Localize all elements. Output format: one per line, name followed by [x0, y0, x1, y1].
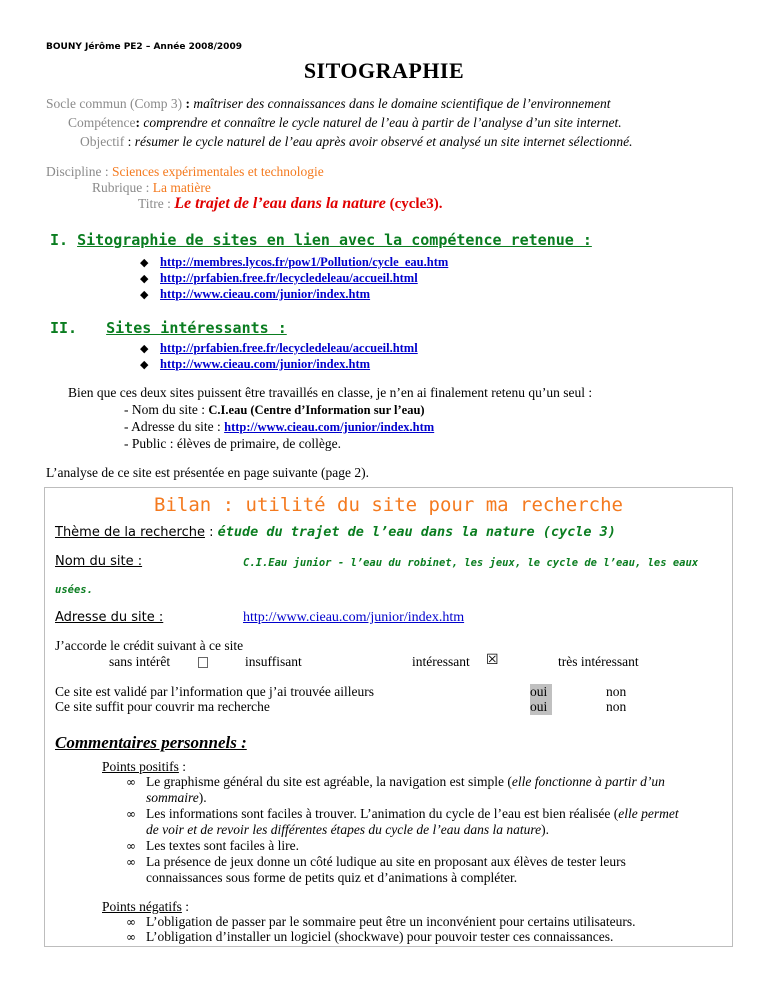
diamond-bullet-icon: ◆	[140, 289, 149, 301]
rating-tres-interessant: très intéressant	[558, 654, 639, 669]
validated-question: Ce site est validé par l’information que j’ai trouvée ailleurs	[55, 684, 375, 699]
author-header: BOUNY Jérôme PE2 – Année 2008/2009	[46, 42, 242, 52]
discipline-sep: :	[101, 164, 113, 179]
objectif-line	[80, 134, 632, 150]
rubrique-sep: :	[142, 180, 153, 195]
negatif-item: ∞ L’obligation d’installer un logiciel (shockwave) pour pouvoir tester ces connaissances.	[126, 929, 614, 944]
positif-item-cont: connaissances sous forme de petits quiz et d’animations à compléter.	[146, 870, 518, 885]
section1-link-item	[140, 255, 448, 270]
positifs-sep: :	[178, 759, 187, 774]
socle-label: Socle commun (Comp 3)	[46, 96, 183, 111]
section1-title: Sitographie de sites en lien avec la compétence retenue :	[77, 231, 592, 249]
rubrique-label: Rubrique	[92, 180, 143, 195]
infinity-bullet-icon: ∞	[126, 855, 136, 869]
objectif-text: résumer le cycle naturel de l’eau après avoir observé et analysé un site internet sélectionné.	[134, 134, 633, 149]
section2-heading	[50, 319, 287, 337]
theme-value: étude du trajet de l’eau dans la nature (cycle 3)	[217, 524, 616, 540]
detail-adresse-prefix: - Adresse du site :	[124, 419, 225, 434]
positif-item-cont: de voir et de revoir les différentes étapes du cycle de l’eau dans la nature).	[146, 822, 550, 837]
rating-interessant: intéressant	[412, 654, 470, 669]
objectif-sep: :	[124, 134, 135, 149]
section2-link-item	[140, 357, 370, 372]
analysis-note: L’analyse de ce site est présentée en page suivante (page 2).	[46, 465, 369, 480]
objectif-label: Objectif	[80, 134, 125, 149]
bilan-title: Bilan : utilité du site pour ma recherche	[154, 494, 623, 516]
detail-adresse	[124, 419, 434, 435]
competence-sep: :	[135, 115, 144, 130]
positif-item-cont: sommaire).	[146, 790, 207, 805]
negatifs-label: Points négatifs	[102, 899, 182, 914]
socle-sep: :	[182, 96, 194, 111]
commentaires-heading: Commentaires personnels :	[55, 733, 247, 752]
nom-site-value-cont: usées.	[55, 584, 93, 596]
theme-sep: :	[204, 525, 218, 540]
credit-intro: J’accorde le crédit suivant à ce site	[55, 638, 244, 653]
competence-line	[68, 115, 622, 131]
socle-text: maîtriser des connaissances dans le domaine scientifique de l’environnement	[193, 96, 611, 111]
validated-oui[interactable]: oui	[530, 684, 552, 700]
section2-title: Sites intéressants :	[106, 319, 287, 337]
section2-link[interactable]: http://prfabien.free.fr/lecycledeleau/accueil.html	[160, 341, 418, 355]
infinity-bullet-icon: ∞	[126, 807, 136, 821]
section1-heading	[50, 231, 592, 249]
theme-label: Thème de la recherche	[55, 525, 205, 540]
titre-suffix: (cycle3).	[385, 196, 443, 212]
diamond-bullet-icon: ◆	[140, 359, 149, 371]
positifs-label-line	[102, 759, 186, 775]
infinity-bullet-icon: ∞	[126, 930, 136, 944]
titre-value: Le trajet de l’eau dans la nature	[174, 195, 386, 212]
discipline-line	[46, 164, 324, 180]
section2-link-item	[140, 341, 418, 356]
rating-sans-interet: sans intérêt	[109, 654, 171, 669]
positif-item: ∞ Le graphisme général du site est agréable, la navigation est simple (elle fonctionne à partir d’un	[126, 774, 665, 789]
section2-link[interactable]: http://www.cieau.com/junior/index.htm	[160, 357, 371, 371]
rating-interessant-checkbox[interactable]: ☒	[486, 652, 499, 668]
section1-link[interactable]: http://membres.lycos.fr/pow1/Pollution/cycle_eau.htm	[160, 255, 449, 269]
discipline-label: Discipline	[46, 164, 102, 179]
section1-number: I.	[50, 231, 69, 249]
rubrique-line	[92, 180, 211, 196]
infinity-bullet-icon: ∞	[126, 915, 136, 929]
page-title: SITOGRAPHIE	[303, 58, 465, 83]
suffit-question: Ce site suffit pour couvrir ma recherche	[55, 699, 270, 714]
positif-item: ∞ La présence de jeux donne un côté ludique au site en proposant aux élèves de tester leurs	[126, 854, 626, 869]
adresse-site-label: Adresse du site :	[55, 610, 164, 625]
positifs-label: Points positifs	[102, 759, 179, 774]
section1-link-item	[140, 287, 370, 302]
competence-label: Compétence	[68, 115, 136, 130]
section1-link[interactable]: http://prfabien.free.fr/lecycledeleau/accueil.html	[160, 271, 418, 285]
titre-line	[138, 195, 442, 213]
positif-item: ∞ Les textes sont faciles à lire.	[126, 838, 299, 853]
diamond-bullet-icon: ◆	[140, 257, 149, 269]
competence-text: comprendre et connaître le cycle naturel de l’eau à partir de l’analyse d’un site internet.	[143, 115, 622, 130]
detail-public: - Public : élèves de primaire, de collège.	[124, 436, 342, 451]
section1-link[interactable]: http://www.cieau.com/junior/index.htm	[160, 287, 371, 301]
intro-text: Bien que ces deux sites puissent être travaillés en classe, je n’en ai finalement retenu qu’un seul :	[68, 385, 593, 400]
detail-adresse-link[interactable]: http://www.cieau.com/junior/index.htm	[224, 420, 435, 434]
negatif-item: ∞ L’obligation de passer par le sommaire peut être un inconvénient pour certains utilisateurs.	[126, 914, 636, 929]
adresse-site-link[interactable]: http://www.cieau.com/junior/index.htm	[243, 610, 465, 625]
suffit-oui[interactable]: oui	[530, 699, 552, 715]
detail-nom	[124, 402, 425, 418]
section2-number: II.	[50, 319, 78, 337]
socle-line	[46, 96, 611, 112]
section1-link-item	[140, 271, 418, 286]
infinity-bullet-icon: ∞	[126, 775, 136, 789]
titre-label: Titre	[138, 196, 164, 211]
titre-sep: :	[163, 196, 175, 211]
infinity-bullet-icon: ∞	[126, 839, 136, 853]
detail-nom-value: C.I.eau (Centre d’Information sur l’eau)	[208, 403, 425, 417]
negatifs-sep: :	[181, 899, 190, 914]
discipline-value: Sciences expérimentales et technologie	[112, 164, 324, 179]
nom-site-label: Nom du site :	[55, 554, 143, 569]
rating-sans-interet-checkbox[interactable]	[198, 657, 208, 668]
diamond-bullet-icon: ◆	[140, 273, 149, 285]
rubrique-value: La matière	[152, 180, 211, 195]
diamond-bullet-icon: ◆	[140, 343, 149, 355]
rating-insuffisant: insuffisant	[245, 654, 302, 669]
negatifs-label-line	[102, 899, 189, 915]
theme-line	[55, 524, 616, 540]
validated-non[interactable]: non	[606, 684, 627, 699]
suffit-non[interactable]: non	[606, 699, 627, 714]
detail-nom-prefix: - Nom du site :	[124, 402, 209, 417]
nom-site-value: C.I.Eau junior - l’eau du robinet, les jeux, le cycle de l’eau, les eaux	[243, 557, 699, 569]
positif-item: ∞ Les informations sont faciles à trouver. L’animation du cycle de l’eau est bien réalisée (elle permet	[126, 806, 679, 821]
